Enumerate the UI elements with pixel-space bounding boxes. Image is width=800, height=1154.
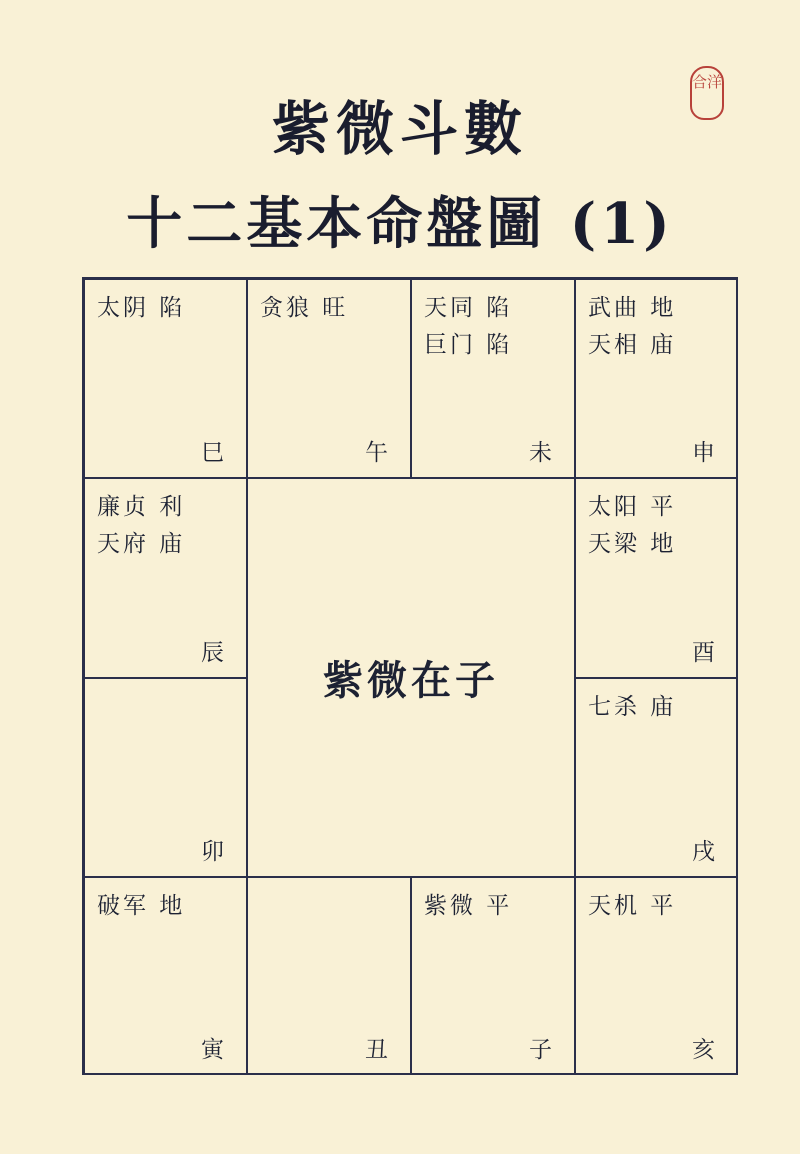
palace-branch: 子: [529, 1037, 552, 1063]
seal-stamp: 合洋: [690, 66, 724, 120]
palace-you: [575, 478, 738, 678]
palace-branch: 亥: [692, 1037, 715, 1063]
palace-branch: 酉: [692, 640, 715, 666]
palace-branch: 寅: [201, 1037, 224, 1063]
palace-branch: 戌: [692, 839, 715, 865]
page-title: 紫微斗數: [271, 95, 528, 163]
palace-yin: [84, 877, 247, 1075]
palace-chen: [84, 478, 247, 678]
destiny-chart: [82, 277, 738, 1075]
palace-xu: [575, 678, 738, 877]
palace-branch: 丑: [365, 1037, 388, 1063]
palace-stars: 太阳 平 天梁 地: [588, 494, 677, 557]
palace-branch: 午: [365, 440, 388, 466]
palace-wei: [411, 279, 575, 478]
palace-stars: 天同 陷 巨门 陷: [424, 295, 513, 358]
palace-wu: [247, 279, 411, 478]
center-panel: [247, 478, 575, 877]
palace-branch: 辰: [201, 640, 224, 666]
palace-stars: 廉贞 利 天府 庙: [97, 494, 186, 557]
palace-branch: 未: [529, 440, 552, 466]
palace-stars: 七杀 庙: [588, 694, 677, 720]
palace-mao: [84, 678, 247, 877]
palace-stars: 太阴 陷: [97, 295, 186, 321]
palace-stars: 紫微 平: [424, 893, 513, 919]
palace-stars: 贪狼 旺: [260, 295, 349, 321]
palace-branch: 卯: [201, 839, 224, 865]
palace-si: [84, 279, 247, 478]
palace-shen: [575, 279, 738, 478]
page-subtitle: 十二基本命盤圖 (1): [126, 191, 674, 257]
palace-stars: 天机 平: [588, 893, 677, 919]
palace-branch: 申: [692, 440, 715, 466]
palace-zi: [411, 877, 575, 1075]
palace-chou: [247, 877, 411, 1075]
palace-stars: 破军 地: [97, 893, 186, 919]
palace-branch: 巳: [201, 440, 224, 466]
palace-stars: 武曲 地 天相 庙: [588, 295, 677, 358]
center-label: 紫微在子: [323, 657, 499, 704]
palace-hai: [575, 877, 738, 1075]
